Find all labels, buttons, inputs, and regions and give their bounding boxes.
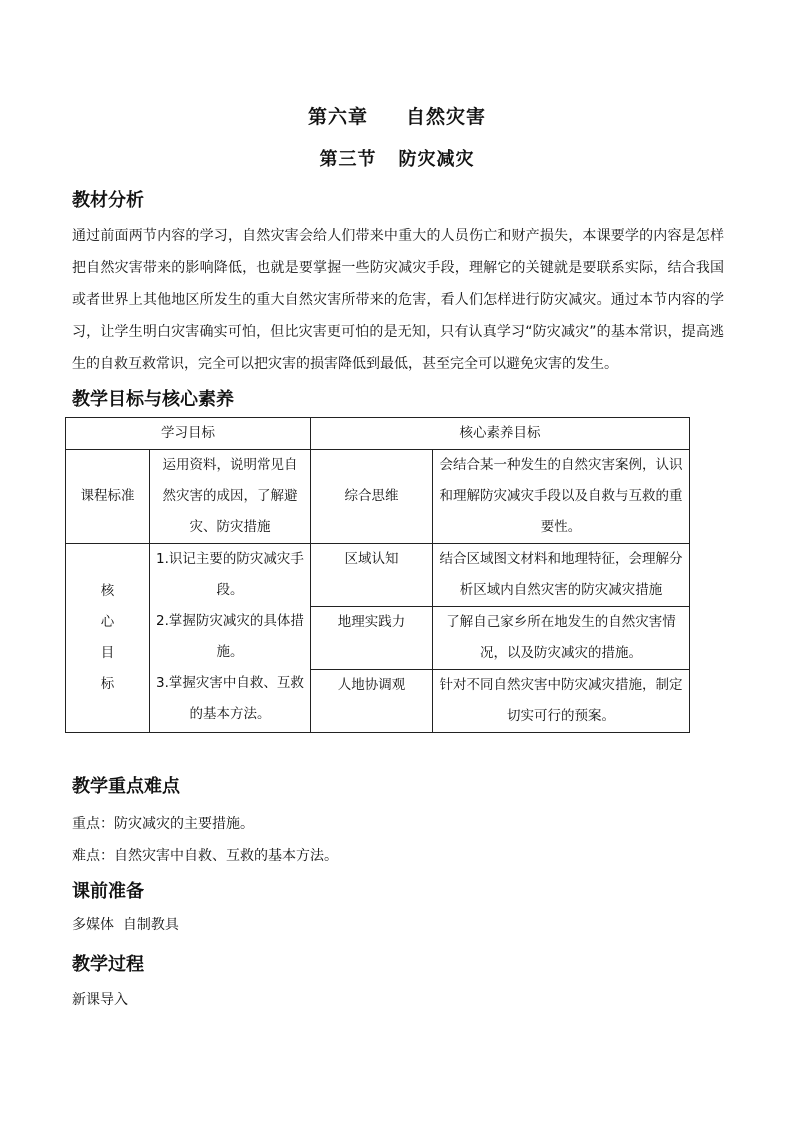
core-goals-label-char: 核 [100,583,115,599]
literacy-name: 综合思维 [311,450,433,544]
core-goals-label-char: 心 [100,614,115,630]
table-row [66,450,690,544]
literacy-goal: 了解自己家乡所在地发生的自然灾害情况，以及防灾减灾的措施。 [433,607,690,670]
literacy-name: 人地协调观 [311,670,433,733]
core-goal-item: 3.掌握灾害中自救、互救的基本方法。 [156,675,304,722]
key-focus-line: 重点：防灾减灾的主要措施。 [72,816,254,832]
literacy-goal: 会结合某一种发生的自然灾害案例，认识和理解防灾减灾手段以及自救与互救的重要性。 [433,450,690,544]
curriculum-standard-label: 课程标准 [66,450,150,544]
core-goals-label-char: 目 [100,645,115,661]
process-heading: 教学过程 [72,954,144,975]
literacy-goal: 结合区域图文材料和地理特征，会理解分析区域内自然灾害的防灾减灾措施 [433,544,690,607]
curriculum-standard-content: 运用资料，说明常见自然灾害的成因，了解避灾、防灾措施 [150,450,311,544]
chapter-name: 自然灾害 [406,106,487,128]
literacy-name: 区域认知 [311,544,433,607]
key-difficulty-line: 难点：自然灾害中自救、互救的基本方法。 [72,848,338,864]
key-points-heading: 教学重点难点 [72,776,180,797]
header-learning-goals: 学习目标 [66,418,311,450]
process-first-step: 新课导入 [72,992,128,1008]
chapter-title [0,102,794,129]
analysis-heading: 教材分析 [72,190,144,211]
core-goal-item: 1.识记主要的防灾减灾手段。 [156,551,304,598]
chapter-number: 第六章 [307,106,368,128]
core-goals-content [150,544,311,733]
preparation-text: 多媒体 自制教具 [72,917,179,933]
analysis-paragraph: 通过前面两节内容的学习，自然灾害会给人们带来中重大的人员伤亡和财产损失，本课要学的内容是怎样把自然灾害带来的影响降低，也就是要掌握一些防灾减灾手段，理解它的关键就是要联系实际，结合我国或者世界上其他地区所发生的重大自然灾害所带来的危害，看人们怎样进行防灾减灾。通过本节内容的学习，让学生明白灾害确实可怕，但比灾害更可怕的是无知，只有认真学习“防灾减灾”的基本常识，提高逃生的自救互救常识，完全可以把灾害的损害降低到最低，甚至完全可以避免灾害的发生。 [72,228,724,372]
table-header-row [66,418,690,450]
section-number: 第三节 [319,149,377,170]
header-core-literacy-goals: 核心素养目标 [311,418,690,450]
objectives-heading: 教学目标与核心素养 [72,389,234,410]
literacy-name: 地理实践力 [311,607,433,670]
objectives-table [65,417,690,733]
core-goals-label [66,544,150,733]
preparation-heading: 课前准备 [72,881,144,902]
literacy-goal: 针对不同自然灾害中防灾减灾措施，制定切实可行的预案。 [433,670,690,733]
table-row [66,544,690,607]
section-name: 防灾减灾 [398,149,475,170]
section-title [0,145,794,171]
core-goal-item: 2.掌握防灾减灾的具体措施。 [156,613,304,660]
core-goals-label-char: 标 [100,676,115,692]
